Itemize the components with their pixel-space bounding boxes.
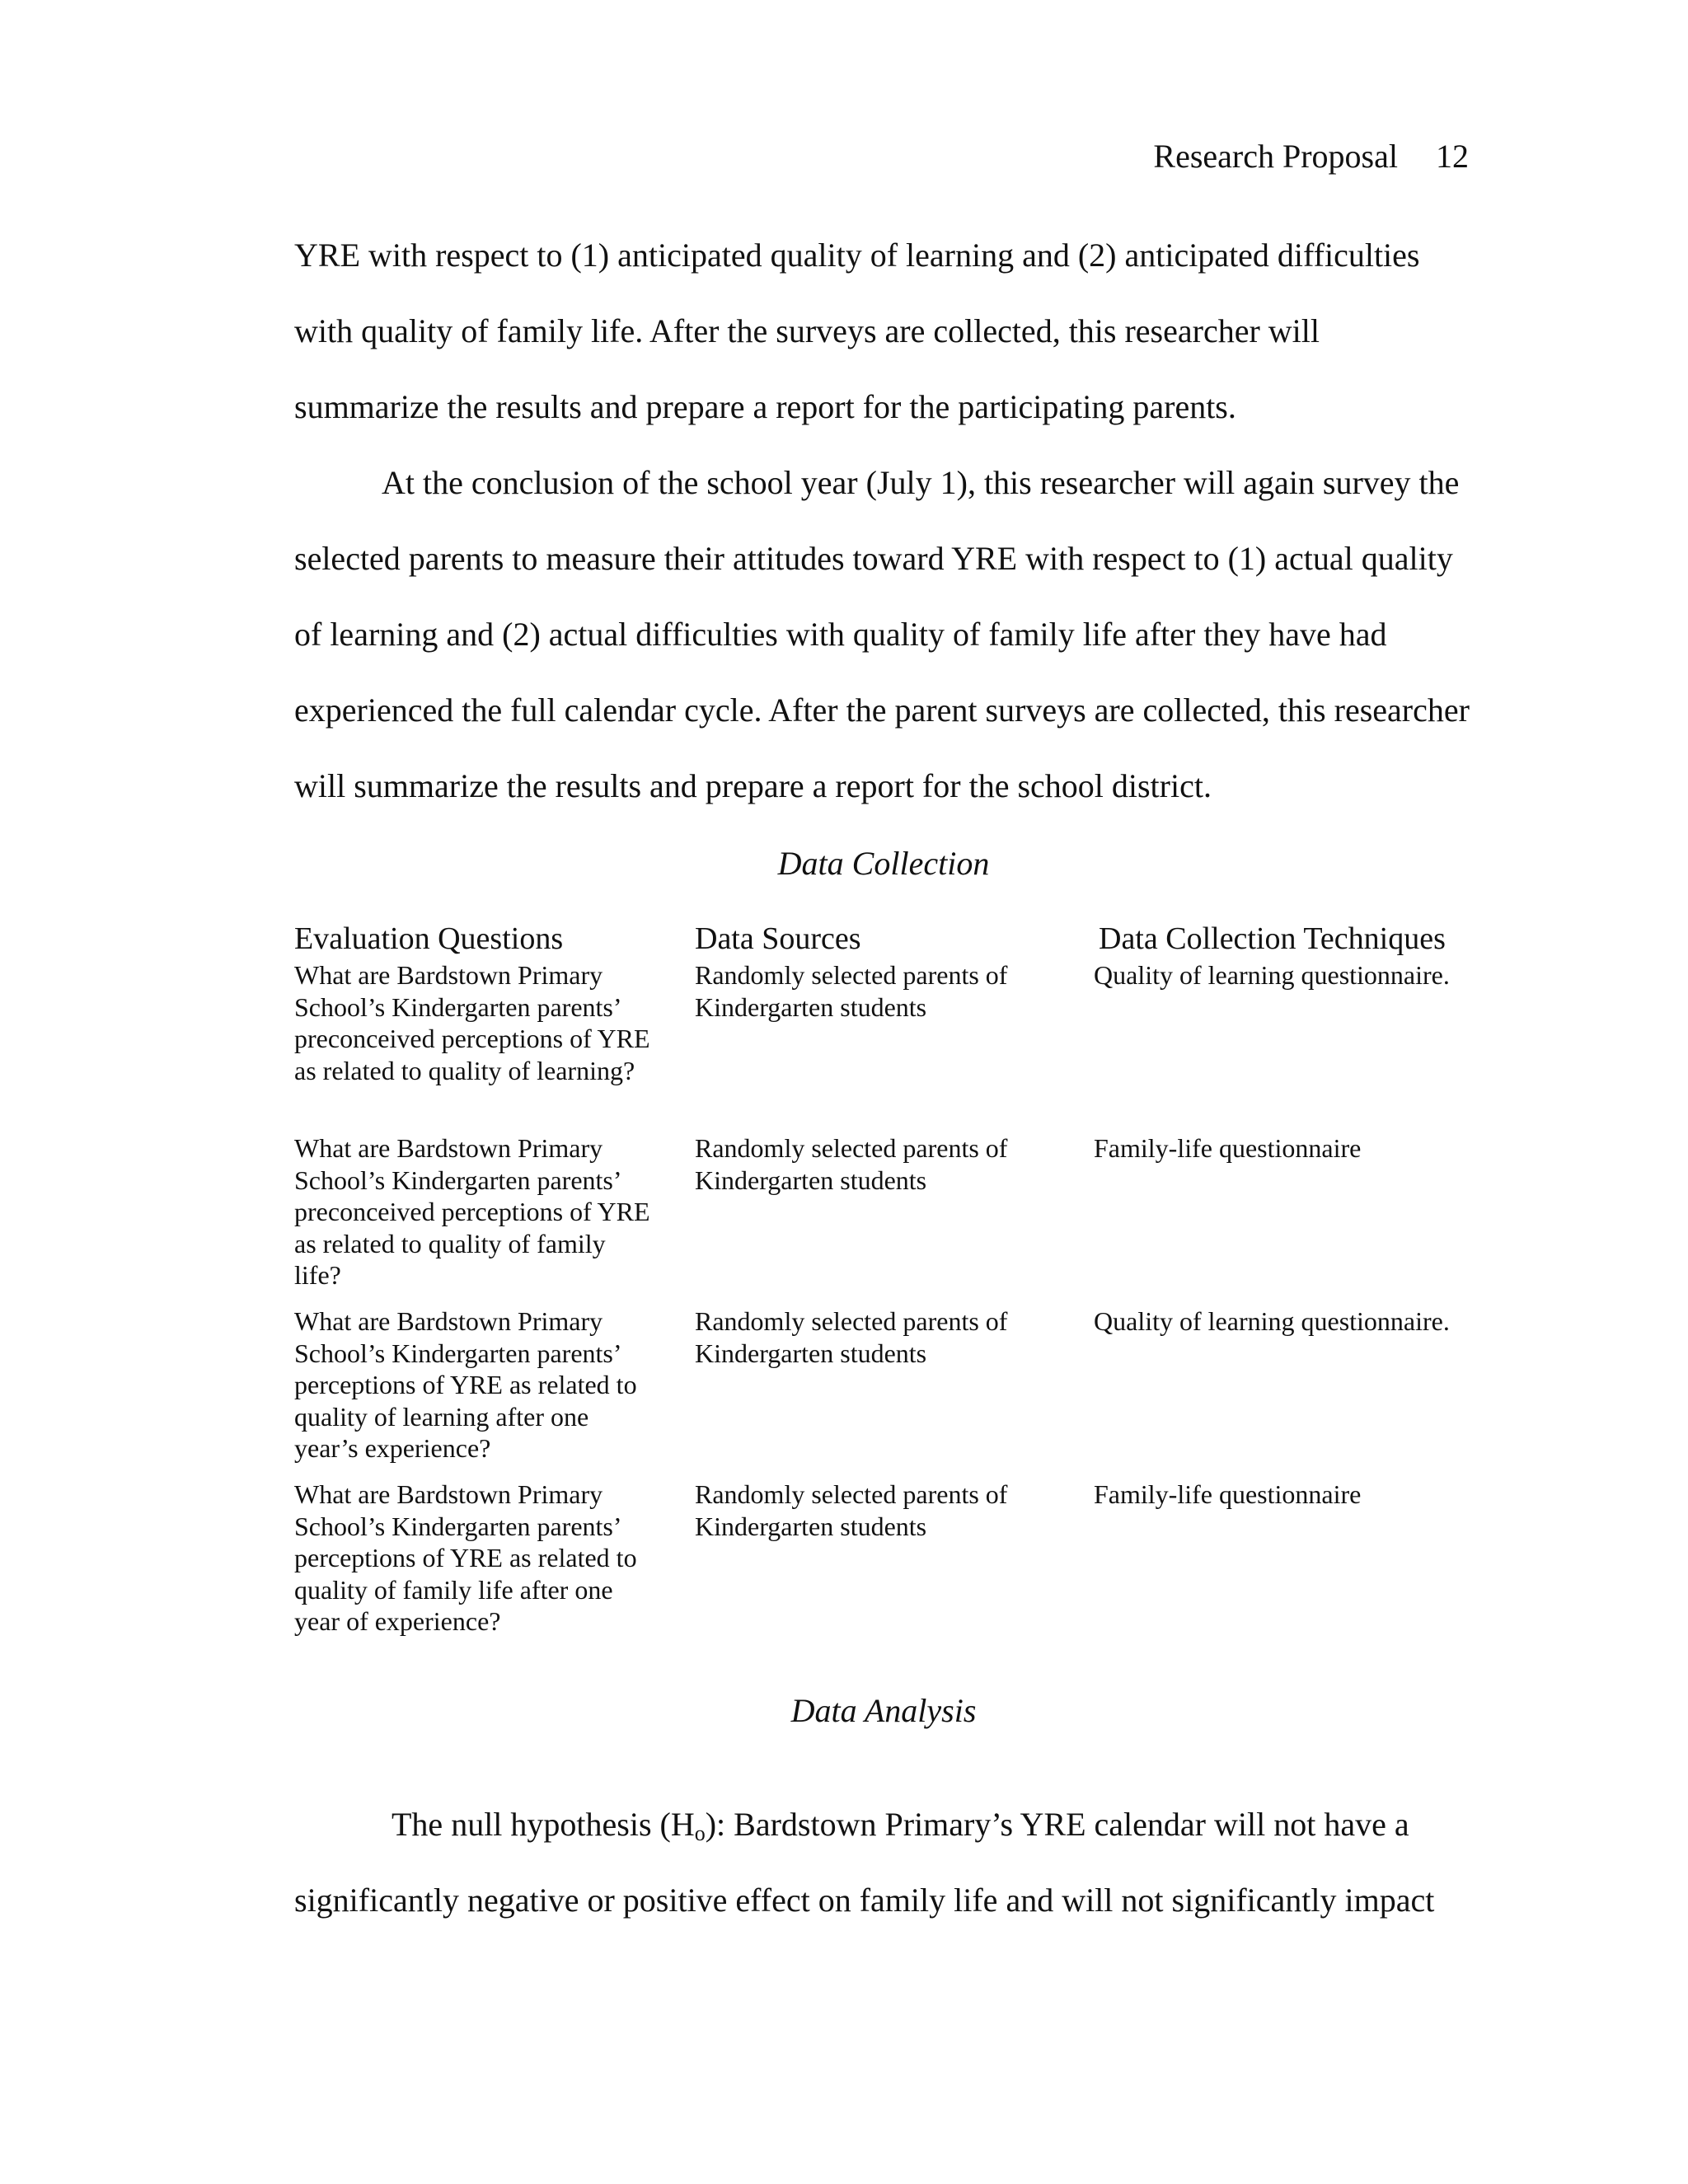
cell-line: What are Bardstown Primary (294, 1133, 603, 1163)
cell-line: School’s Kindergarten parents’ (294, 1165, 622, 1195)
cell-line: preconceived perceptions of YRE (294, 1197, 650, 1226)
paragraph-line: experienced the full calendar cycle. After the parent surveys are collected, this researcher (294, 691, 1470, 729)
cell-line: Randomly selected parents of (695, 1133, 1008, 1163)
cell-line: Kindergarten students (695, 1338, 927, 1368)
source-cell (695, 1305, 1074, 1369)
paragraph-line: selected parents to measure their attitudes toward YRE with respect to (1) actual quality (294, 540, 1453, 577)
technique-cell (1094, 1305, 1473, 1338)
hypothesis-rest: ): Bardstown Primary’s YRE calendar will not have a (705, 1806, 1409, 1843)
column-header-evaluation-questions: Evaluation Questions (294, 921, 564, 956)
page-number: 12 (1436, 138, 1469, 175)
paragraph-line: At the conclusion of the school year (July 1), this researcher will again survey the (382, 464, 1460, 501)
data-collection-table (294, 918, 1473, 1636)
cell-line: as related to quality of family (294, 1228, 606, 1258)
table-header-row (294, 918, 1473, 959)
cell-line: year’s experience? (294, 1433, 491, 1463)
cell-line: Quality of learning questionnaire. (1094, 1306, 1450, 1336)
cell-line: What are Bardstown Primary (294, 1479, 603, 1509)
hypothesis-subscript: o (694, 1821, 706, 1845)
question-cell (294, 1132, 682, 1291)
cell-line: Kindergarten students (695, 1511, 927, 1541)
technique-cell (1094, 1479, 1473, 1511)
paragraph-line: of learning and (2) actual difficulties with quality of family life after they have had (294, 616, 1387, 653)
cell-line: Randomly selected parents of (695, 960, 1008, 990)
source-cell (695, 1479, 1074, 1542)
paragraph-line: summarize the results and prepare a report for the participating parents. (294, 388, 1236, 425)
column-header-techniques: Data Collection Techniques (1099, 921, 1446, 956)
cell-line: Kindergarten students (695, 991, 927, 1022)
section-heading-data-analysis: Data Analysis (790, 1692, 977, 1729)
question-cell (294, 1479, 682, 1638)
cell-line: perceptions of YRE as related to (294, 1370, 637, 1399)
question-cell (294, 1305, 682, 1465)
cell-line: Quality of learning questionnaire. (1094, 960, 1450, 990)
cell-line: perceptions of YRE as related to (294, 1543, 637, 1572)
source-cell (695, 959, 1074, 1023)
cell-line: quality of family life after one (294, 1574, 613, 1605)
column-header-data-sources: Data Sources (695, 921, 861, 956)
paragraph-line: YRE with respect to (1) anticipated quality of learning and (2) anticipated difficulties (294, 237, 1420, 274)
cell-line: Family-life questionnaire (1094, 1133, 1362, 1163)
cell-line: Randomly selected parents of (695, 1479, 1008, 1509)
question-cell (294, 959, 682, 1086)
technique-cell (1094, 959, 1473, 991)
cell-line: School’s Kindergarten parents’ (294, 1511, 622, 1541)
cell-line: life? (294, 1260, 341, 1290)
running-head-title: Research Proposal (1153, 138, 1398, 175)
paragraph-null-hypothesis (294, 1800, 1473, 1952)
cell-line: What are Bardstown Primary (294, 960, 603, 990)
cell-line: as related to quality of learning? (294, 1055, 635, 1085)
cell-line: year of experience? (294, 1606, 501, 1636)
cell-line: Kindergarten students (695, 1165, 927, 1195)
paragraph-continued (294, 231, 1473, 458)
cell-line: Family-life questionnaire (1094, 1479, 1362, 1509)
paragraph-line: will summarize the results and prepare a report for the school district. (294, 767, 1212, 804)
source-cell (695, 1132, 1074, 1196)
paragraph-line: with quality of family life. After the surveys are collected, this researcher will (294, 312, 1320, 349)
cell-line: Randomly selected parents of (695, 1306, 1008, 1336)
hypothesis-prefix: The null hypothesis (H (392, 1806, 695, 1843)
cell-line: preconceived perceptions of YRE (294, 1024, 650, 1053)
paragraph-line (294, 1800, 1473, 1876)
cell-line: School’s Kindergarten parents’ (294, 991, 622, 1022)
technique-cell (1094, 1132, 1473, 1165)
cell-line: School’s Kindergarten parents’ (294, 1338, 622, 1368)
paragraph-line: significantly negative or positive effect on family life and will not significantly impact (294, 1882, 1435, 1919)
paragraph-conclusion (294, 458, 1473, 837)
running-head (1153, 132, 1469, 181)
cell-line: quality of learning after one (294, 1401, 589, 1432)
section-heading-data-collection: Data Collection (777, 845, 990, 882)
cell-line: What are Bardstown Primary (294, 1306, 603, 1336)
